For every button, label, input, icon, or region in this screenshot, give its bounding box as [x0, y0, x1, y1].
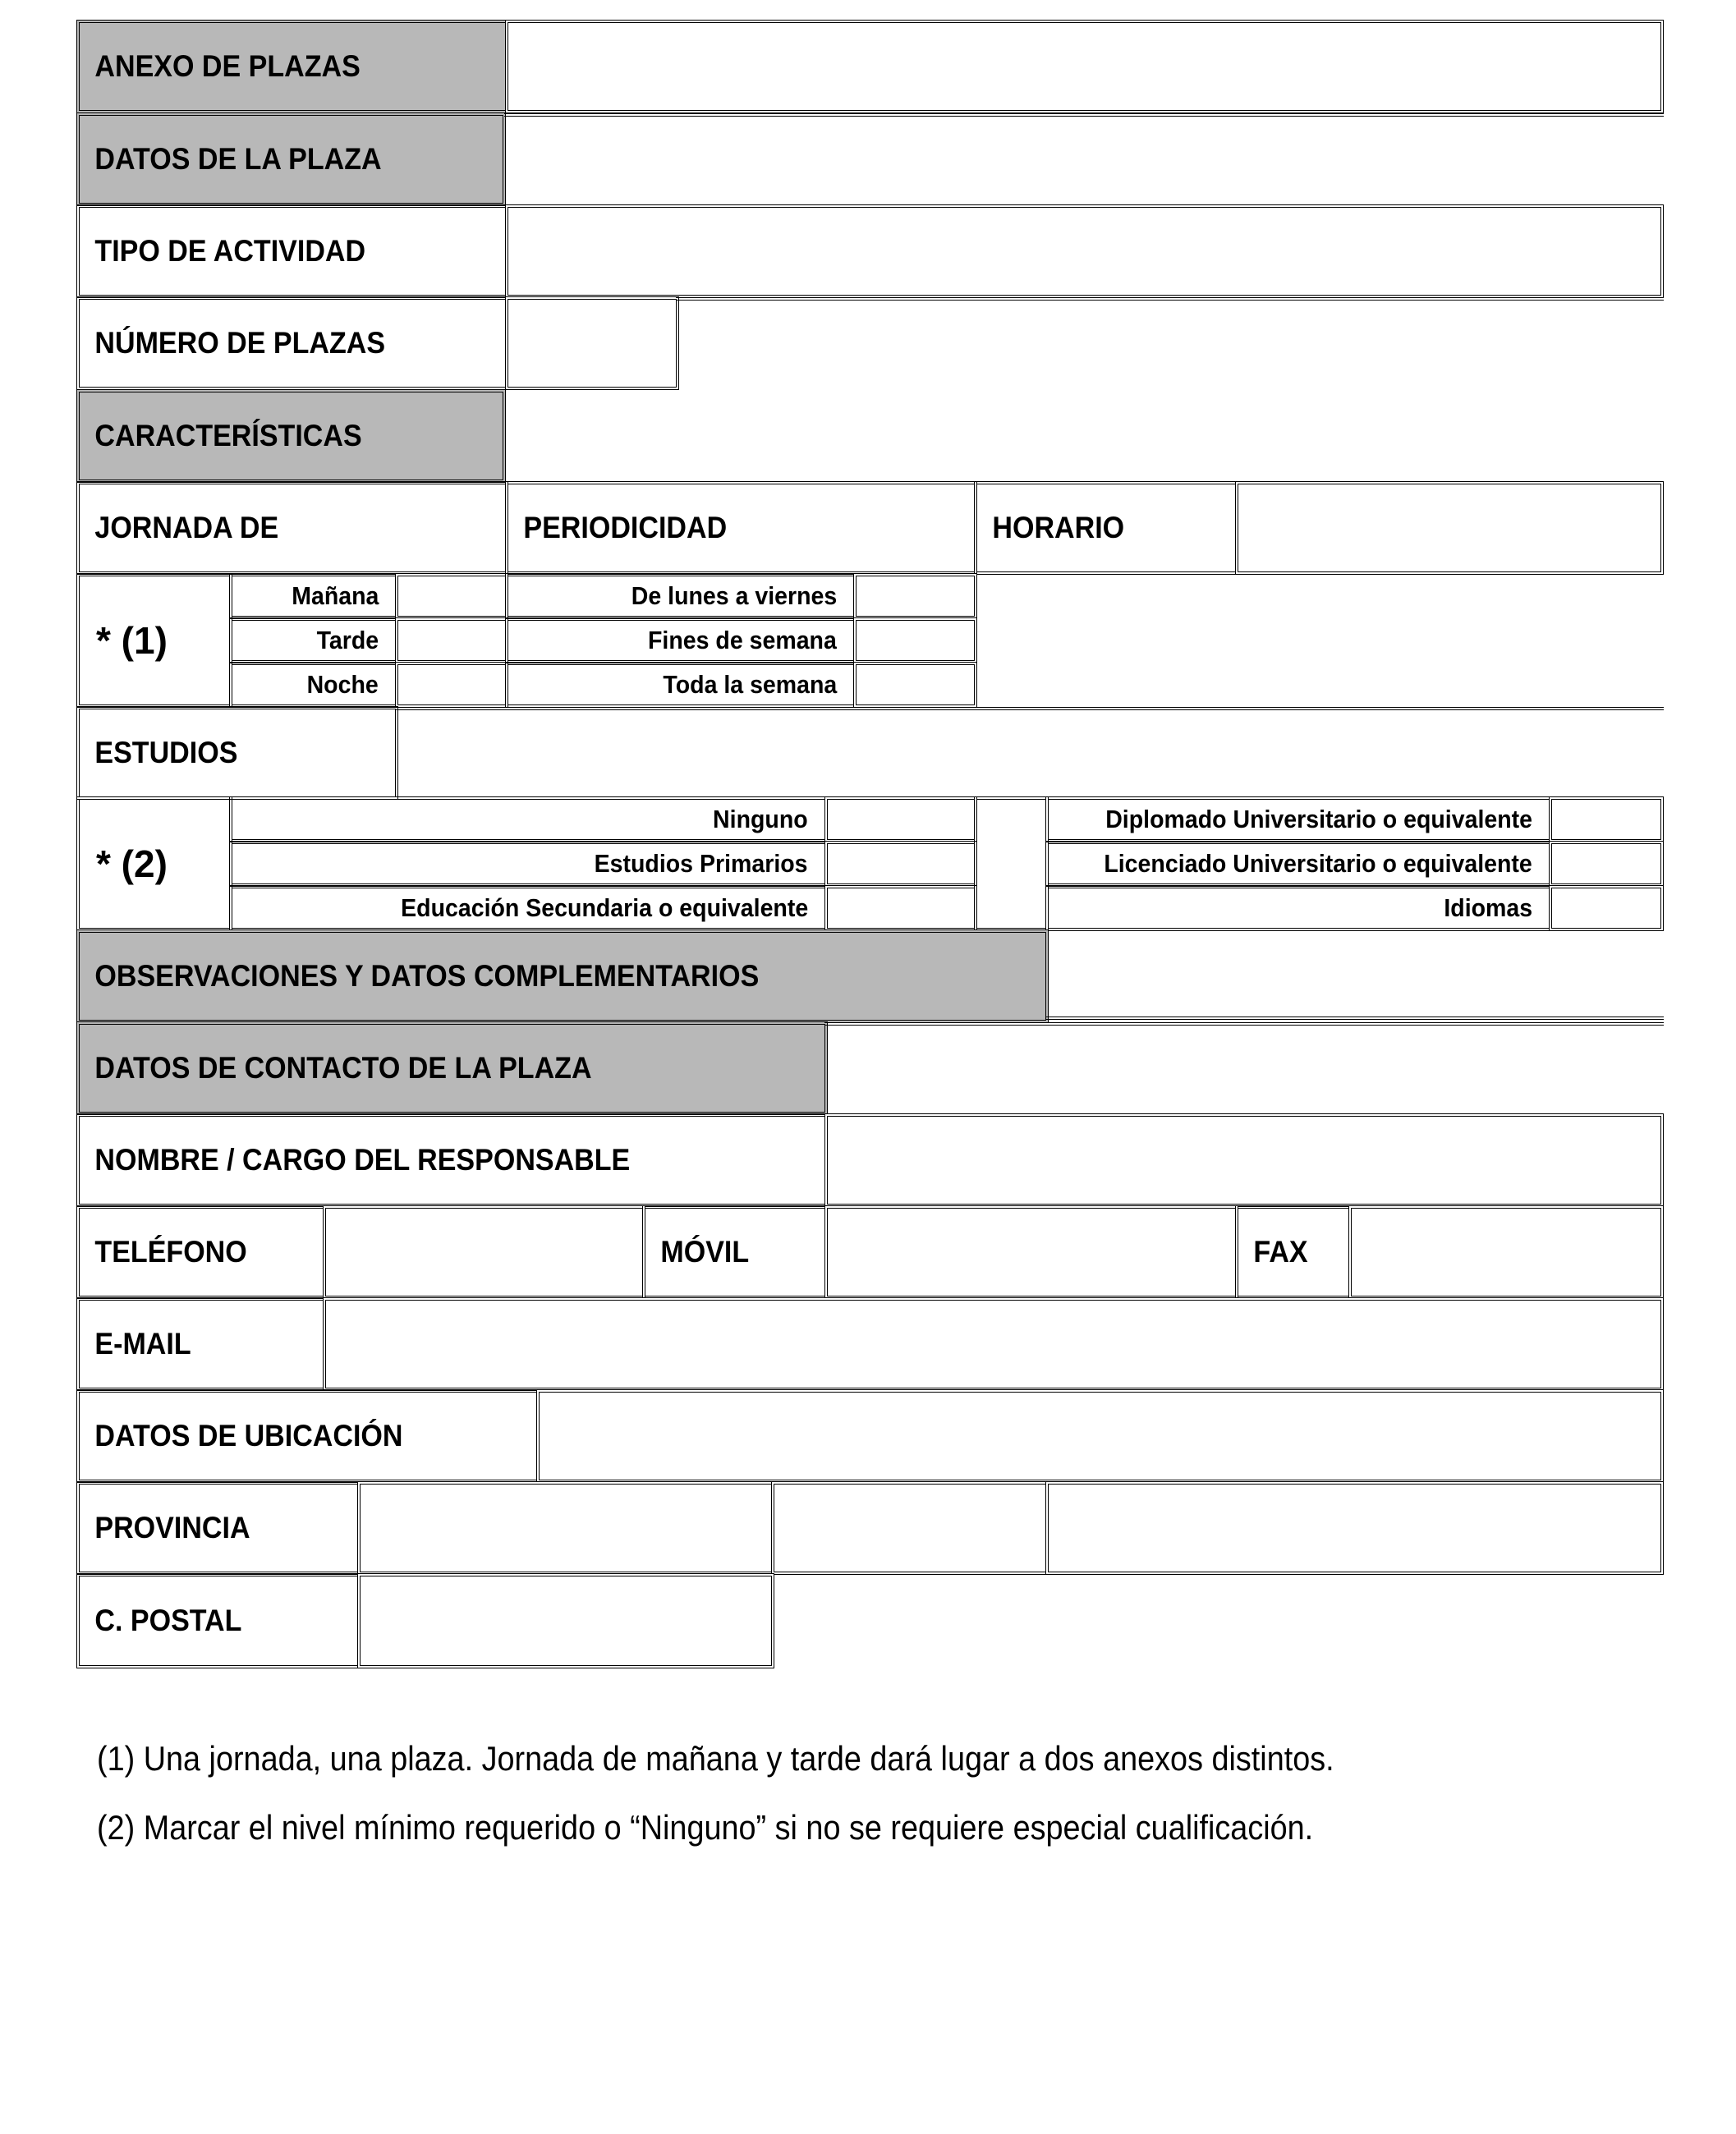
periodicidad-label: PERIODICIDAD [505, 481, 977, 575]
tipo-actividad-label: TIPO DE ACTIVIDAD [76, 204, 508, 298]
movil-field[interactable] [824, 1205, 1238, 1299]
fax-field[interactable] [1348, 1205, 1664, 1299]
anexo-field[interactable] [505, 20, 1664, 113]
datos-ubicacion-field[interactable] [536, 1389, 1664, 1483]
horario-field[interactable] [1235, 481, 1664, 575]
telefono-field[interactable] [323, 1205, 645, 1299]
nombre-cargo-label: NOMBRE / CARGO DEL RESPONSABLE [76, 1113, 828, 1207]
datos-ubicacion-label: DATOS DE UBICACIÓN [76, 1389, 540, 1483]
numero-plazas-field[interactable] [505, 296, 679, 390]
estudios-option-primarios: Estudios Primarios [229, 841, 828, 887]
footnote-1: (1) Una jornada, una plaza. Jornada de mañana y tarde dará lugar a dos anexos distintos. [97, 1739, 1334, 1778]
nombre-cargo-field[interactable] [824, 1113, 1664, 1207]
periodicidad-option-lunes-viernes: De lunes a viernes [505, 573, 857, 619]
periodicidad-lunes-viernes-checkbox[interactable] [853, 573, 977, 619]
periodicidad-toda-semana-checkbox[interactable] [853, 662, 977, 708]
jornada-label: JORNADA DE [76, 481, 508, 575]
jornada-tarde-checkbox[interactable] [395, 617, 508, 663]
estudios-label: ESTUDIOS [76, 706, 398, 800]
estudios-option-idiomas: Idiomas [1045, 885, 1552, 931]
movil-label: MÓVIL [642, 1205, 828, 1299]
estudios-primarios-checkbox[interactable] [824, 841, 977, 887]
footnote-2: (2) Marcar el nivel mínimo requerido o “Ninguno” si no se requiere especial cualificación. [97, 1808, 1314, 1847]
estudios-option-secundaria: Educación Secundaria o equivalente [229, 885, 828, 931]
anexo-label: ANEXO DE PLAZAS [76, 20, 508, 113]
telefono-label: TELÉFONO [76, 1205, 326, 1299]
horario-label: HORARIO [974, 481, 1238, 575]
estudios-option-licenciado: Licenciado Universitario o equivalente [1045, 841, 1552, 887]
caracteristicas-label: CARACTERÍSTICAS [76, 389, 506, 483]
estudios-option-diplomado: Diplomado Universitario o equivalente [1045, 796, 1552, 842]
periodicidad-fines-semana-checkbox[interactable] [853, 617, 977, 663]
divider [824, 1022, 1664, 1029]
email-field[interactable] [323, 1297, 1664, 1391]
estudios-diplomado-checkbox[interactable] [1549, 796, 1664, 842]
divider [395, 707, 1664, 714]
jornada-option-noche: Noche [229, 662, 398, 708]
estudios-spacer [974, 796, 1049, 931]
provincia-field[interactable] [357, 1481, 774, 1575]
tipo-actividad-field[interactable] [505, 204, 1664, 298]
estudios-secundaria-checkbox[interactable] [824, 885, 977, 931]
numero-plazas-label: NÚMERO DE PLAZAS [76, 296, 508, 390]
c-postal-field[interactable] [357, 1573, 774, 1668]
note2-marker: * (2) [76, 796, 232, 931]
fax-label: FAX [1235, 1205, 1352, 1299]
c-postal-label: C. POSTAL [76, 1573, 361, 1668]
jornada-manana-checkbox[interactable] [395, 573, 508, 619]
note1-marker: * (1) [76, 573, 232, 708]
jornada-option-tarde: Tarde [229, 617, 398, 663]
estudios-idiomas-checkbox[interactable] [1549, 885, 1664, 931]
estudios-ninguno-checkbox[interactable] [824, 796, 977, 842]
provincia-extra-field[interactable] [771, 1481, 1049, 1575]
datos-contacto-label: DATOS DE CONTACTO DE LA PLAZA [76, 1021, 828, 1115]
provincia-extra-field-2[interactable] [1045, 1481, 1664, 1575]
datos-plaza-label: DATOS DE LA PLAZA [76, 112, 506, 206]
estudios-option-ninguno: Ninguno [229, 796, 828, 842]
jornada-option-manana: Mañana [229, 573, 398, 619]
estudios-licenciado-checkbox[interactable] [1549, 841, 1664, 887]
email-label: E-MAIL [76, 1297, 326, 1391]
provincia-label: PROVINCIA [76, 1481, 361, 1575]
observaciones-label: OBSERVACIONES Y DATOS COMPLEMENTARIOS [76, 929, 1049, 1023]
divider [504, 113, 1664, 120]
periodicidad-option-fines-semana: Fines de semana [505, 617, 857, 663]
jornada-noche-checkbox[interactable] [395, 662, 508, 708]
divider [676, 297, 1664, 304]
periodicidad-option-toda-semana: Toda la semana [505, 662, 857, 708]
